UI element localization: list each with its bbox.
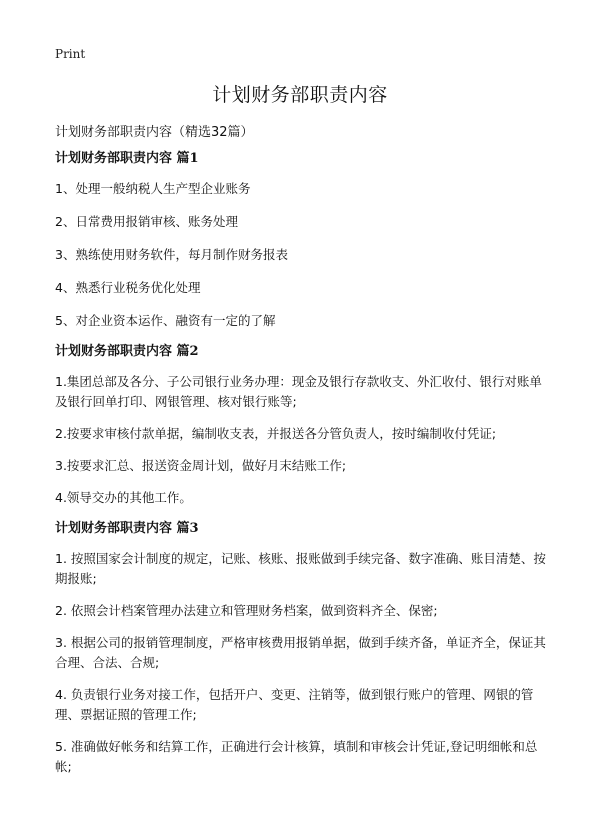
document-title: 计划财务部职责内容 [212,84,388,106]
document-body [55,150,550,789]
list-item: 1. 按照国家会计制度的规定，记账、核账、报账做到手续完备、数字准确、账目清楚、按期报账; [55,551,546,586]
list-item: 2. 依照会计档案管理办法建立和管理财务档案，做到资料齐全、保密; [55,603,438,618]
list-item: 3.按要求汇总、报送资金周计划，做好月末结账工作; [55,458,347,473]
section-heading: 计划财务部职责内容 篇1 [55,151,199,166]
section-1 [55,150,550,331]
list-item: 2.按要求审核付款单据，编制收支表，并报送各分管负责人，按时编制收付凭证; [55,426,497,441]
section-heading: 计划财务部职责内容 篇2 [55,344,199,359]
list-item: 5. 准确做好帐务和结算工作，正确进行会计核算，填制和审核会计凭证,登记明细帐和总帐; [55,739,538,774]
list-item: 1、处理一般纳税人生产型企业账务 [55,181,251,196]
list-item: 4、熟悉行业税务优化处理 [55,280,201,295]
list-item: 4.领导交办的其他工作。 [55,490,192,505]
section-3 [55,520,550,777]
list-item: 3、熟练使用财务软件，每月制作财务报表 [55,247,288,262]
section-2 [55,343,550,508]
list-item: 3. 根据公司的报销管理制度，严格审核费用报销单据，做到手续齐备，单证齐全，保证其合理、合法、合规; [55,635,546,670]
list-item: 2、日常费用报销审核、账务处理 [55,214,238,229]
list-item: 4. 负责银行业务对接工作，包括开户、变更、注销等，做到银行账户的管理、网银的管理、票据证照的管理工作; [55,687,534,722]
document-subtitle: 计划财务部职责内容（精选32篇） [55,125,254,140]
list-item: 5、对企业资本运作、融资有一定的了解 [55,313,276,328]
list-item: 1.集团总部及各分、子公司银行业务办理：现金及银行存款收支、外汇收付、银行对账单及银行回单打印、网银管理、核对银行账等; [55,374,542,409]
print-label: Print [55,47,86,61]
section-heading: 计划财务部职责内容 篇3 [55,521,199,536]
